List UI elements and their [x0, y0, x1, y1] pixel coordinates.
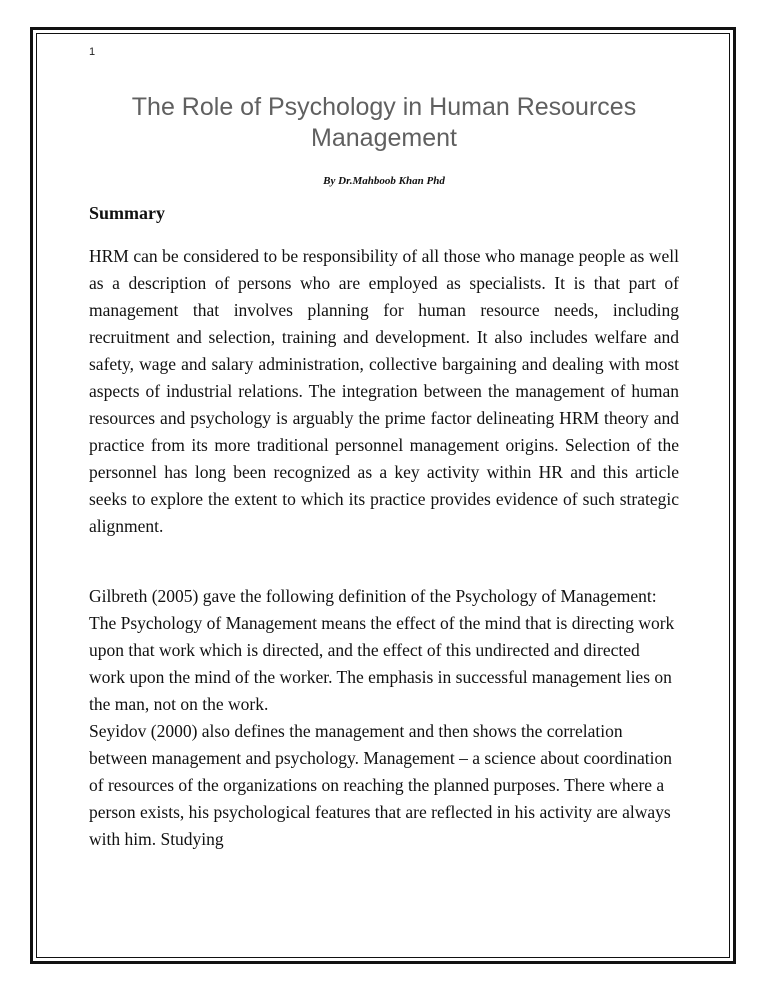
seyidov-paragraph: Seyidov (2000) also defines the management and then shows the correlation between management and psychology. Management – a science about coordination of resources of the organizations on reaching the planned purposes. There where a person exists, his psychological features that are reflected in his activity are always with him. Studying — [89, 721, 672, 849]
document-title: The Role of Psychology in Human Resources Management — [131, 93, 637, 152]
summary-heading: Summary — [89, 203, 165, 223]
gilbreth-paragraph: Gilbreth (2005) gave the following definition of the Psychology of Management: The Psychology of Management means the effect of the mind that is directing work upon that work which is directed, and the effect of this undirected and directed work upon the mind of the worker. The emphasis in successful management lies on the man, not on the work. — [89, 586, 675, 714]
body-text — [89, 583, 679, 853]
page-number: 1 — [89, 46, 96, 58]
author-byline: By Dr.Mahboob Khan Phd — [323, 175, 445, 187]
summary-paragraph: HRM can be considered to be responsibility of all those who manage people as well as a description of persons who are employed as specialists. It is that part of management that involves planning for human resource needs, including recruitment and selection, training and development. It also includes welfare and safety, wage and salary administration, collective bargaining and dealing with most aspects of industrial relations. The integration between the management of human resources and psychology is arguably the prime factor delineating HRM theory and practice from its more traditional personnel management origins. Selection of the personnel has long been recognized as a key activity within HR and this article seeks to explore the extent to which its practice provides evidence of such strategic alignment. — [89, 246, 679, 536]
